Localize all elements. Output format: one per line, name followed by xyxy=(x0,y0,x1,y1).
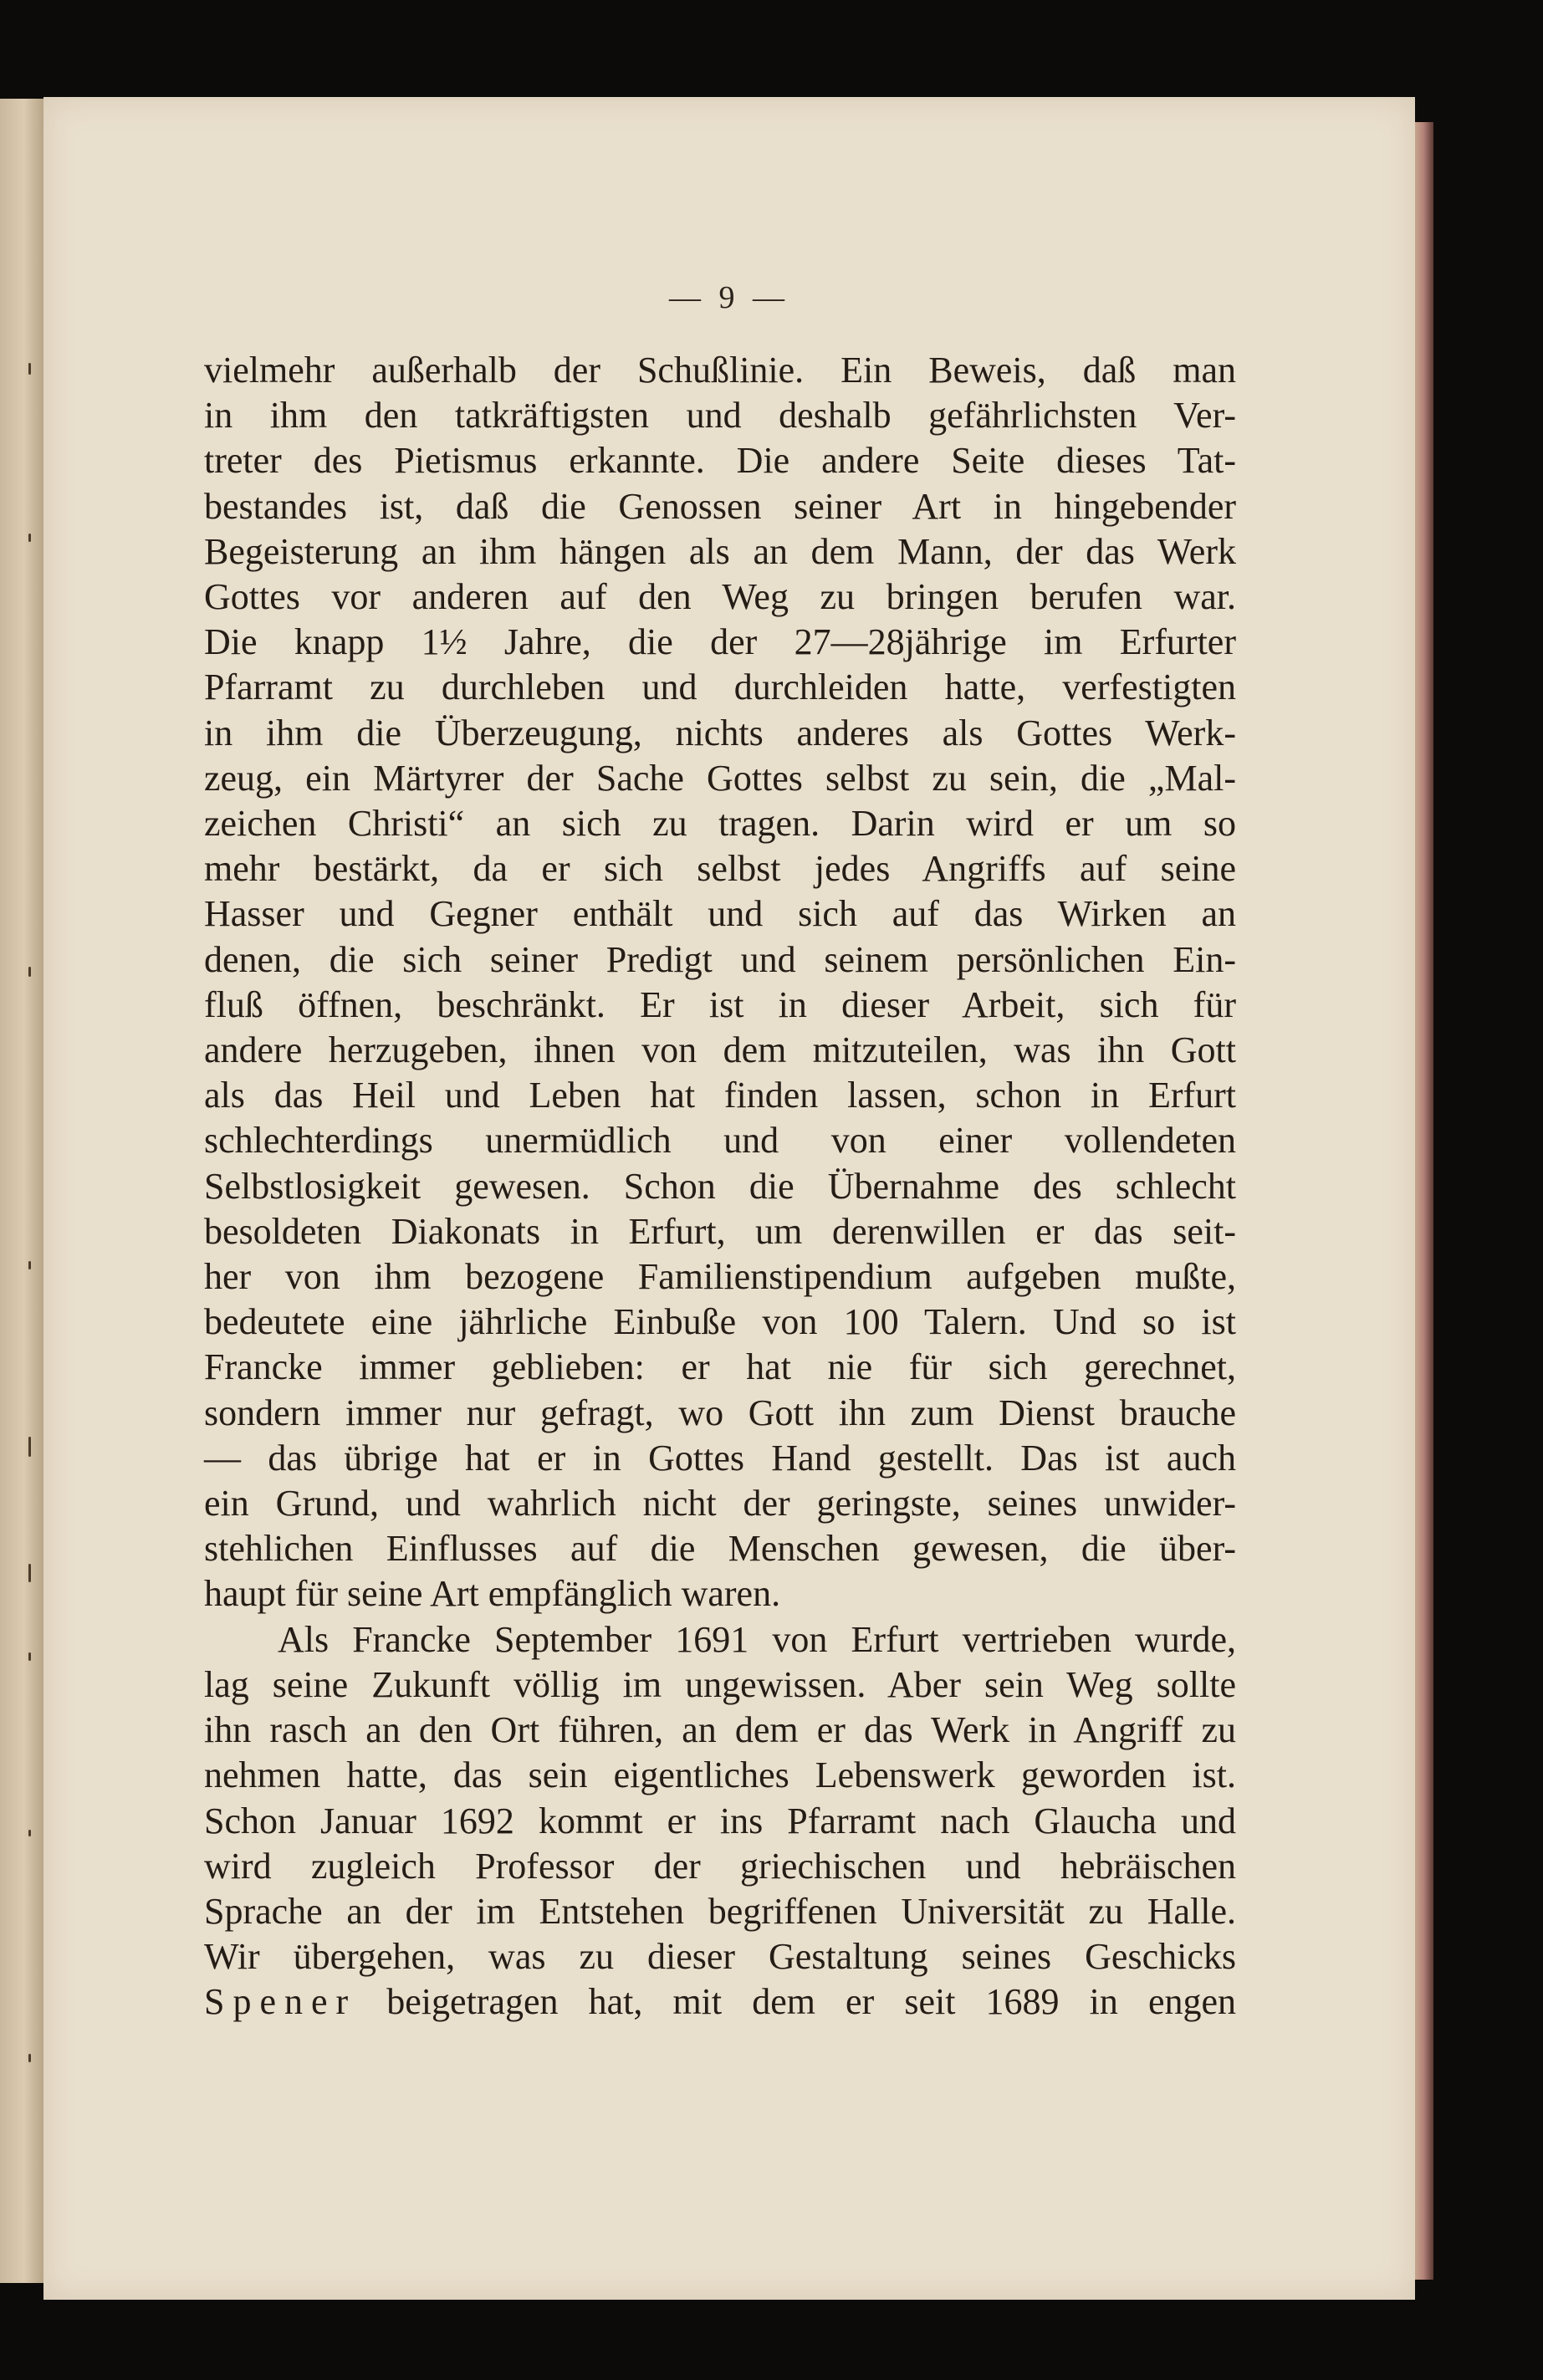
text-line: — das übrige hat er in Gottes Hand gestellt. Das ist auch xyxy=(204,1437,1236,1479)
text-line: zeug, ein Märtyrer der Sache Gottes selbst zu sein, die „Mal- xyxy=(204,757,1236,799)
text-line: Begeisterung an ihm hängen als an dem Mann, der das Werk xyxy=(204,530,1236,572)
text-line: andere herzugeben, ihnen von dem mitzuteilen, was ihn Gott xyxy=(204,1029,1236,1071)
text-line: Hasser und Gegner enthält und sich auf das Wirken an xyxy=(204,893,1236,935)
left-page-edge xyxy=(0,99,43,2283)
page-fore-edge xyxy=(1415,122,1433,2280)
text-line: ihn rasch an den Ort führen, an dem er das Werk in Angriff zu xyxy=(204,1709,1236,1751)
text-line: lag seine Zukunft völlig im ungewissen. Aber sein Weg sollte xyxy=(204,1663,1236,1705)
text-line: Schon Januar 1692 kommt er ins Pfarramt nach Glaucha und xyxy=(204,1800,1236,1841)
text-line: Pfarramt zu durchleben und durchleiden hatte, verfestigten xyxy=(204,667,1236,708)
text-line: wird zugleich Professor der griechischen und hebräischen xyxy=(204,1845,1236,1887)
text-line: Selbstlosigkeit gewesen. Schon die Übernahme des schlecht xyxy=(204,1165,1236,1207)
text-line: Gottes vor anderen auf den Weg zu bringen berufen war. xyxy=(204,576,1236,618)
text-line: zeichen Christi“ an sich zu tragen. Darin wird er um so xyxy=(204,803,1236,845)
text-line: sondern immer nur gefragt, wo Gott ihn zum Dienst brauche xyxy=(204,1392,1236,1433)
text-line: in ihm die Überzeugung, nichts anderes als Gottes Werk- xyxy=(204,712,1236,753)
last-line-rest: beigetragen hat, mit dem er seit 1689 in engen xyxy=(386,1981,1236,2023)
text-line: Wir übergehen, was zu dieser Gestaltung seines Geschicks xyxy=(204,1936,1236,1978)
text-line: ein Grund, und wahrlich nicht der geringste, seines unwider- xyxy=(204,1483,1236,1525)
text-line: mehr bestärkt, da er sich selbst jedes Angriffs auf seine xyxy=(204,848,1236,890)
body-text xyxy=(204,348,1236,2025)
book-page xyxy=(43,97,1415,2300)
text-line: treter des Pietismus erkannte. Die andere Seite dieses Tat- xyxy=(204,440,1236,482)
text-line: nehmen hatte, das sein eigentliches Lebenswerk geworden ist. xyxy=(204,1754,1236,1796)
paragraph-start-line: Als Francke September 1691 von Erfurt vertrieben wurde, xyxy=(278,1618,1236,1660)
text-line: fluß öffnen, beschränkt. Er ist in dieser Arbeit, sich für xyxy=(204,983,1236,1025)
last-text-line xyxy=(204,1979,1236,2025)
spaced-name: Spener xyxy=(204,1981,357,2023)
text-line: als das Heil und Leben hat finden lassen, schon in Erfurt xyxy=(204,1075,1236,1116)
text-line: stehlichen Einflusses auf die Menschen gewesen, die über- xyxy=(204,1528,1236,1570)
text-line: denen, die sich seiner Predigt und seinem persönlichen Ein- xyxy=(204,938,1236,980)
text-line: schlechterdings unermüdlich und von einer vollendeten xyxy=(204,1120,1236,1162)
text-line: bedeutete eine jährliche Einbuße von 100 Talern. Und so ist xyxy=(204,1301,1236,1343)
text-line: her von ihm bezogene Familienstipendium aufgeben mußte, xyxy=(204,1256,1236,1298)
text-line: haupt für seine Art empfänglich waren. xyxy=(204,1573,781,1615)
text-line: Francke immer geblieben: er hat nie für sich gerechnet, xyxy=(204,1346,1236,1388)
text-line: bestandes ist, daß die Genossen seiner Art in hingebender xyxy=(204,485,1236,527)
text-line: Sprache an der im Entstehen begriffenen Universität zu Halle. xyxy=(204,1890,1236,1932)
text-line: vielmehr außerhalb der Schußlinie. Ein Beweis, daß man xyxy=(204,350,1236,391)
left-page-marks xyxy=(25,99,37,2283)
text-line: besoldeten Diakonats in Erfurt, um derenwillen er das seit- xyxy=(204,1210,1236,1252)
text-line: Die knapp 1½ Jahre, die der 27—28jährige im Erfurter xyxy=(204,621,1236,663)
page-number: — 9 — xyxy=(669,280,789,315)
text-line: in ihm den tatkräftigsten und deshalb gefährlichsten Ver- xyxy=(204,395,1236,437)
